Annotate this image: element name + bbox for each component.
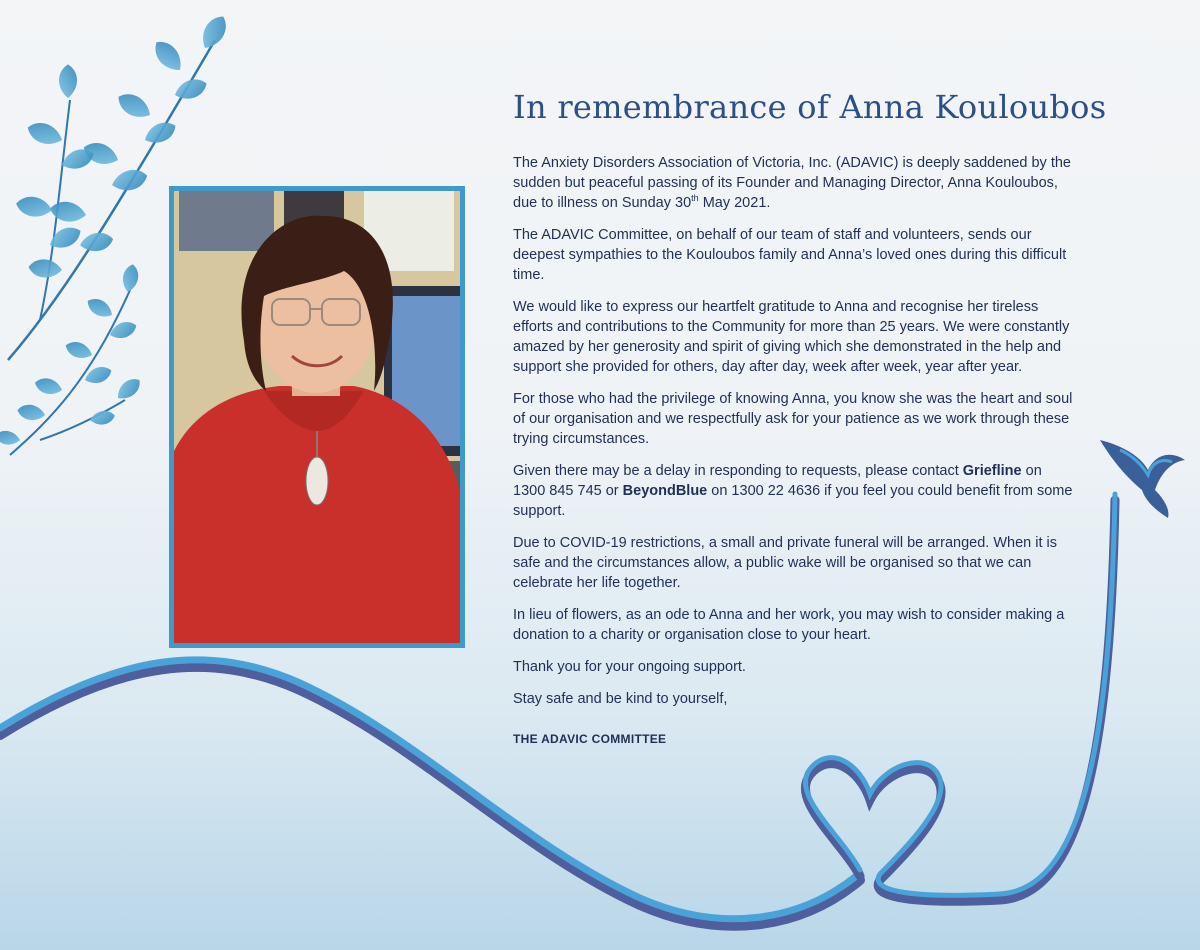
page-title: In remembrance of Anna Kouloubos (513, 88, 1107, 126)
paragraph-6: Due to COVID-19 restrictions, a small and private funeral will be arranged. When it is safe and the circumstances allow, a public wake will be organised so that we can celebrate her life together. (513, 535, 1057, 591)
beyondblue-number: on 1300 22 4636 if you feel you could benefit from some support. (513, 483, 1073, 519)
beyondblue-name: BeyondBlue (622, 483, 708, 499)
paragraph-7: In lieu of flowers, as an ode to Anna and her work, you may wish to consider making a donation to a charity or organisation close to your heart. (513, 607, 1065, 643)
portrait-frame (169, 186, 465, 648)
paragraph-1-text: The Anxiety Disorders Association of Victoria, Inc. (ADAVIC) is deeply saddened by the sudden but peaceful passing of its Founder and Managing Director, Anna Kouloubos, due to illness on Sunday 30 (513, 155, 1071, 211)
paragraph-1 (513, 153, 1073, 213)
signature: THE ADAVIC COMMITTEE (513, 732, 667, 746)
paragraph-9: Stay safe and be kind to yourself, (513, 691, 728, 707)
portrait-photo (174, 191, 460, 643)
paragraph-5-text: Given there may be a delay in responding to requests, please contact (513, 463, 963, 479)
paragraph-2: The ADAVIC Committee, on behalf of our team of staff and volunteers, sends our deepest sympathies to the Kouloubos family and Anna’s loved ones during this difficult time. (513, 227, 1067, 283)
paragraph-3: We would like to express our heartfelt gratitude to Anna and recognise her tireless efforts and contributions to the Community for more than 25 years. We were constantly amazed by her generosity and spirit of giving which she demonstrated in the help and support she provided for others, day after day, week after week, year after year. (513, 299, 1070, 375)
ordinal-suffix: th (691, 193, 699, 204)
paragraph-4: For those who had the privilege of knowing Anna, you know she was the heart and soul of our organisation and we respectfully ask for your patience as we work through these trying circumstances. (513, 391, 1073, 447)
paragraph-5 (513, 461, 1073, 521)
memorial-text (513, 88, 1107, 761)
griefline-number: on 1300 845 745 or (513, 463, 1042, 499)
leaf-branch-bottom (0, 263, 144, 455)
paragraph-1-end: May 2021. (698, 195, 771, 211)
paragraph-8: Thank you for your ongoing support. (513, 659, 746, 675)
bird-icon (1100, 440, 1185, 518)
griefline-name: Griefline (962, 463, 1022, 479)
